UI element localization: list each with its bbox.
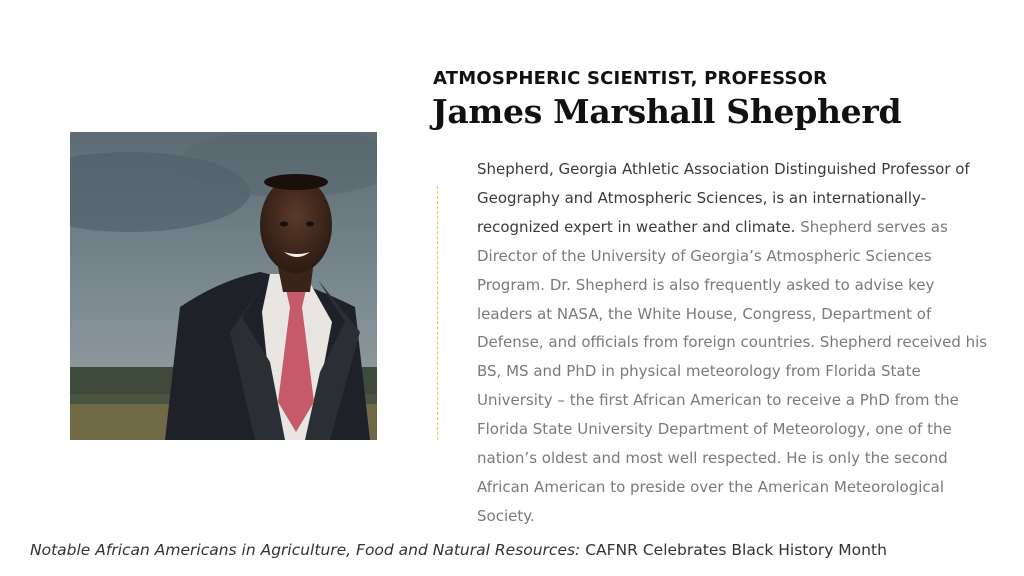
footer-regular: CAFNR Celebrates Black History Month <box>585 541 887 559</box>
profile-subtitle: ATMOSPHERIC SCIENTIST, PROFESSOR <box>433 68 828 89</box>
accent-divider <box>437 186 438 440</box>
profile-name: James Marshall Shepherd <box>432 92 902 131</box>
footer-italic: Notable African Americans in Agriculture, Food and Natural Resources: <box>30 541 581 559</box>
portrait-photo <box>70 132 377 440</box>
bio-rest: Shepherd serves as Director of the University of Georgia’s Atmospheric Sciences Program. Dr. Shepherd is also frequently asked to advise key leaders at NASA, the White House, Congress, Department of Defense, and officials from foreign countries. Shepherd received his BS, MS and PhD in physical meteorology from Florida State University – the first African American to receive a PhD from the Florida State University Department of Meteorology, one of the nation’s oldest and most well respected. He is only the second African American to preside over the American Meteorological Society. <box>477 217 988 525</box>
bio-lead: Shepherd, Georgia Athletic Association Distinguished Professor of Geography and Atmospheric Sciences, is an internationally-recognized expert in weather and climate. <box>477 160 970 236</box>
biography-text <box>477 155 992 531</box>
footer-caption <box>30 541 887 559</box>
